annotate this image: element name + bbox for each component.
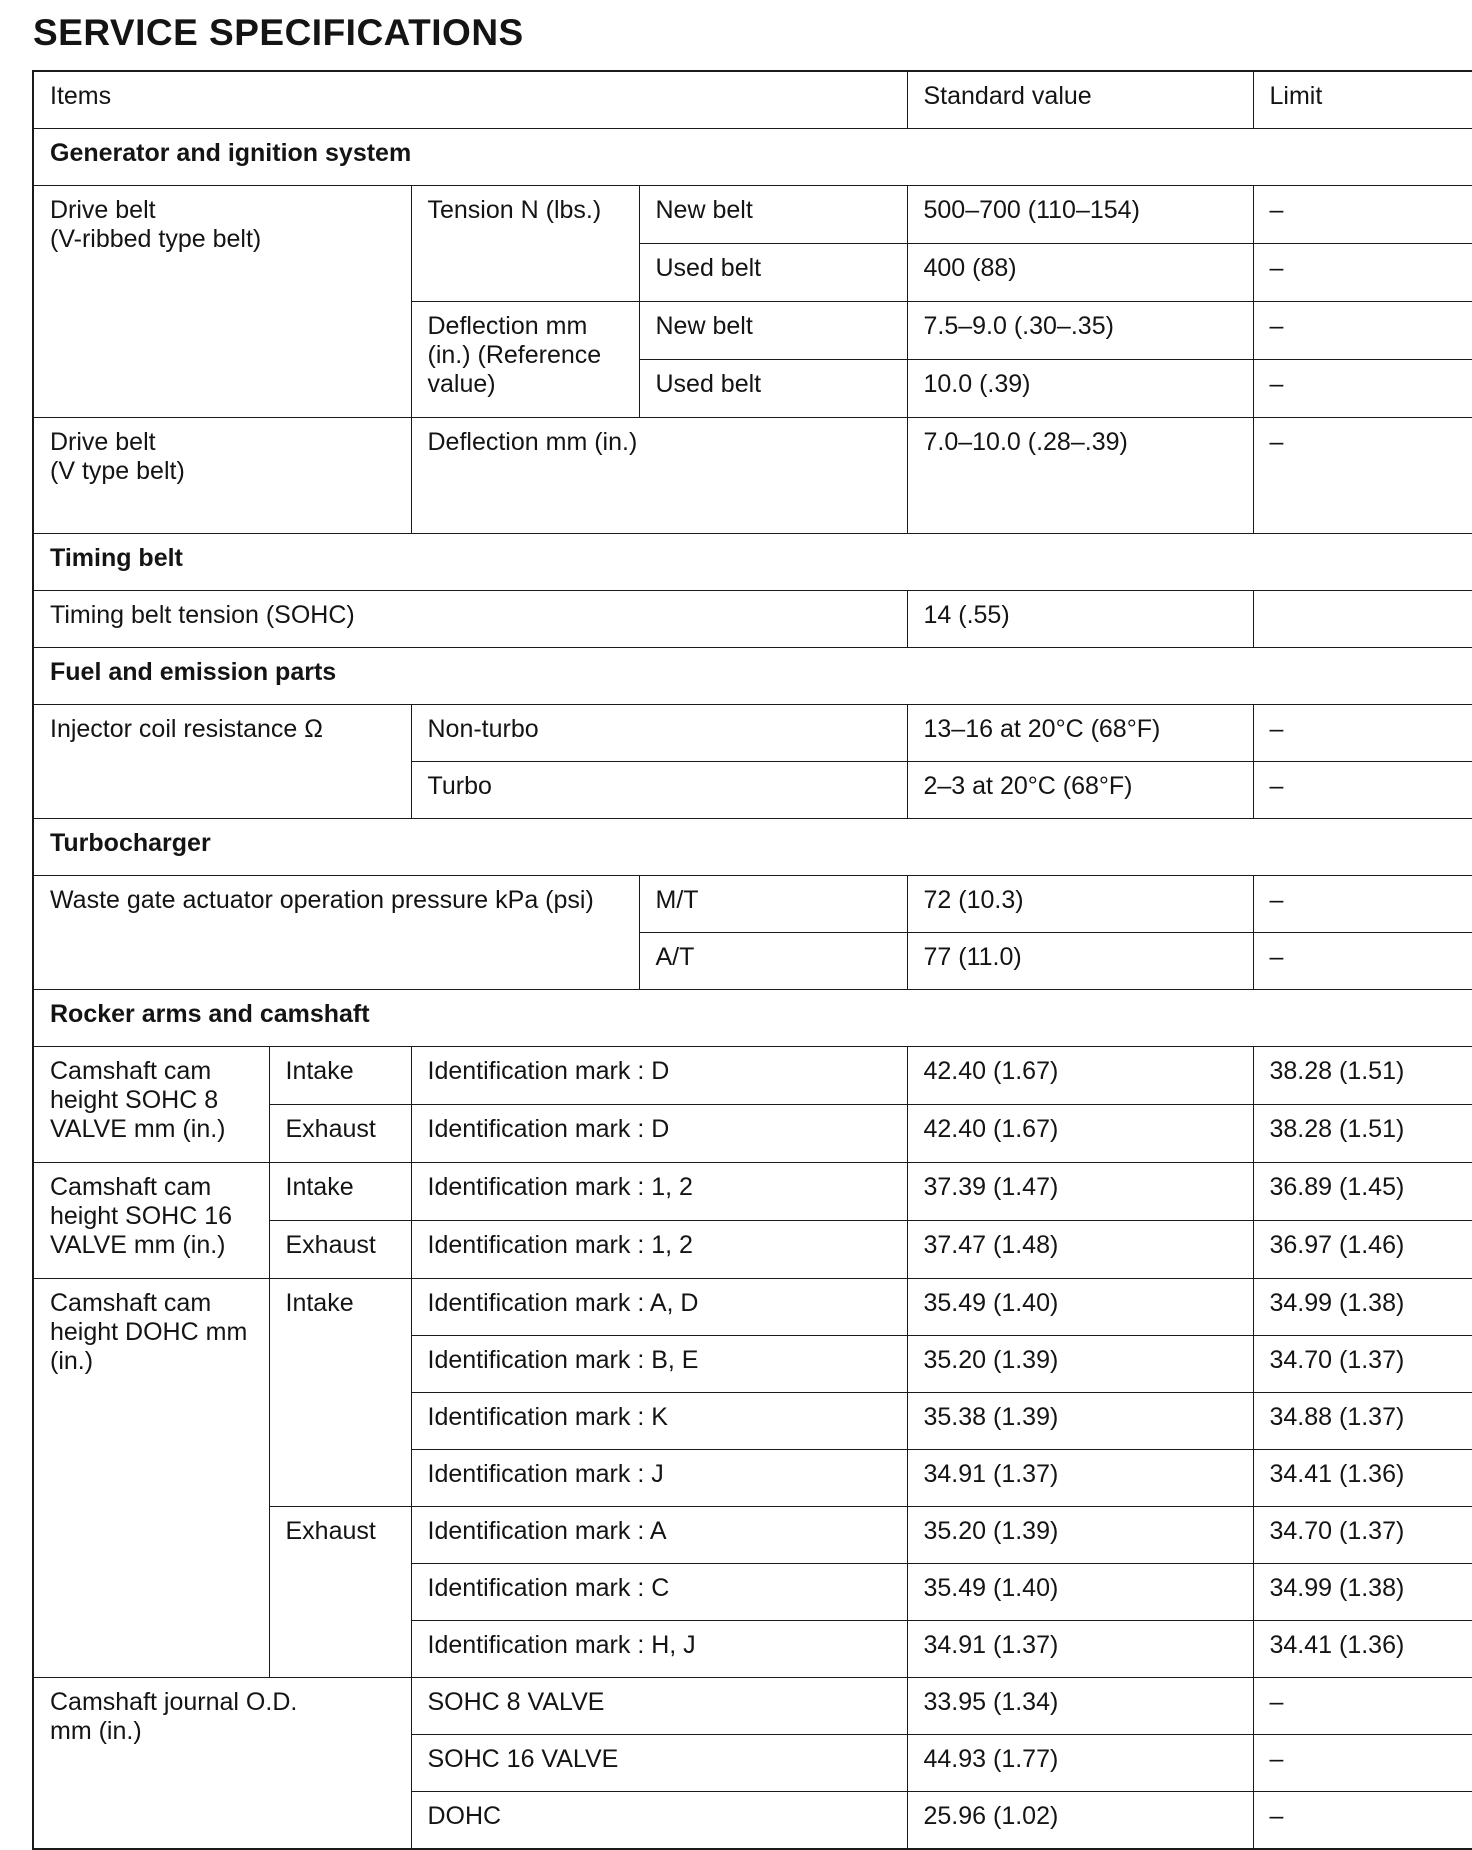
item-cam-height-dohc: Camshaft cam height DOHC mm (in.): [33, 1279, 269, 1678]
limit-value: 38.28 (1.51): [1253, 1047, 1472, 1105]
limit-value: –: [1253, 1678, 1472, 1735]
limit-value: 36.97 (1.46): [1253, 1221, 1472, 1279]
limit-value: 34.99 (1.38): [1253, 1279, 1472, 1336]
table-row: [33, 418, 1472, 534]
standard-value: 7.5–9.0 (.30–.35): [907, 302, 1253, 360]
identification-mark: Identification mark : 1, 2: [411, 1221, 907, 1279]
cam-type-label: Intake: [269, 1047, 411, 1105]
cam-type-label: Exhaust: [269, 1221, 411, 1279]
table-row: [33, 1163, 1472, 1221]
sub-label: M/T: [639, 876, 907, 933]
table-row: [33, 591, 1472, 648]
table-row: [33, 705, 1472, 762]
limit-value: –: [1253, 302, 1472, 360]
identification-mark: Identification mark : J: [411, 1450, 907, 1507]
param-deflection: Deflection mm (in.) (Reference value): [411, 302, 639, 418]
item-drive-belt-vribbed: Drive belt (V-ribbed type belt): [33, 186, 411, 418]
limit-value: 38.28 (1.51): [1253, 1105, 1472, 1163]
table-row: [33, 876, 1472, 933]
item-injector-coil-resistance: Injector coil resistance Ω: [33, 705, 411, 819]
section-timing-belt: Timing belt: [33, 534, 1472, 591]
section-generator: Generator and ignition system: [33, 129, 1472, 186]
limit-value: 34.41 (1.36): [1253, 1621, 1472, 1678]
section-fuel-emission: Fuel and emission parts: [33, 648, 1472, 705]
sub-label: A/T: [639, 933, 907, 990]
limit-value: –: [1253, 762, 1472, 819]
standard-value: 7.0–10.0 (.28–.39): [907, 418, 1253, 534]
header-items: Items: [33, 71, 907, 129]
table-row: [33, 1279, 1472, 1336]
sub-label: Used belt: [639, 360, 907, 418]
standard-value: 72 (10.3): [907, 876, 1253, 933]
sub-label: New belt: [639, 186, 907, 244]
standard-value: 13–16 at 20°C (68°F): [907, 705, 1253, 762]
identification-mark: Identification mark : H, J: [411, 1621, 907, 1678]
item-cam-height-sohc16: Camshaft cam height SOHC 16 VALVE mm (in.): [33, 1163, 269, 1279]
item-waste-gate-pressure: Waste gate actuator operation pressure kPa (psi): [33, 876, 639, 990]
identification-mark: Identification mark : D: [411, 1105, 907, 1163]
section-row: [33, 534, 1472, 591]
item-cam-height-sohc8: Camshaft cam height SOHC 8 VALVE mm (in.): [33, 1047, 269, 1163]
table-row: [33, 1678, 1472, 1735]
standard-value: 42.40 (1.67): [907, 1105, 1253, 1163]
standard-value: 44.93 (1.77): [907, 1735, 1253, 1792]
cam-type-label: Intake: [269, 1279, 411, 1507]
standard-value: 34.91 (1.37): [907, 1450, 1253, 1507]
limit-value: –: [1253, 1792, 1472, 1850]
limit-value: 34.88 (1.37): [1253, 1393, 1472, 1450]
limit-value: –: [1253, 1735, 1472, 1792]
limit-value: –: [1253, 933, 1472, 990]
standard-value: 42.40 (1.67): [907, 1047, 1253, 1105]
limit-value: 36.89 (1.45): [1253, 1163, 1472, 1221]
standard-value: 2–3 at 20°C (68°F): [907, 762, 1253, 819]
param-deflection: Deflection mm (in.): [411, 418, 907, 534]
standard-value: 35.49 (1.40): [907, 1279, 1253, 1336]
standard-value: 25.96 (1.02): [907, 1792, 1253, 1850]
standard-value: 35.20 (1.39): [907, 1507, 1253, 1564]
identification-mark: Identification mark : 1, 2: [411, 1163, 907, 1221]
sub-label: SOHC 8 VALVE: [411, 1678, 907, 1735]
section-row: [33, 648, 1472, 705]
param-tension: Tension N (lbs.): [411, 186, 639, 302]
cam-type-label: Exhaust: [269, 1105, 411, 1163]
service-spec-table: [32, 70, 1472, 1850]
standard-value: 77 (11.0): [907, 933, 1253, 990]
identification-mark: Identification mark : D: [411, 1047, 907, 1105]
standard-value: 35.49 (1.40): [907, 1564, 1253, 1621]
section-turbocharger: Turbocharger: [33, 819, 1472, 876]
header-limit: Limit: [1253, 71, 1472, 129]
section-row: [33, 819, 1472, 876]
item-timing-belt-tension: Timing belt tension (SOHC): [33, 591, 907, 648]
limit-value: –: [1253, 705, 1472, 762]
page-title: SERVICE SPECIFICATIONS: [33, 12, 524, 53]
table-row: [33, 1047, 1472, 1105]
standard-value: 400 (88): [907, 244, 1253, 302]
cam-type-label: Exhaust: [269, 1507, 411, 1678]
standard-value: 10.0 (.39): [907, 360, 1253, 418]
identification-mark: Identification mark : A: [411, 1507, 907, 1564]
standard-value: 37.47 (1.48): [907, 1221, 1253, 1279]
sub-label: Used belt: [639, 244, 907, 302]
identification-mark: Identification mark : C: [411, 1564, 907, 1621]
limit-value: 34.70 (1.37): [1253, 1336, 1472, 1393]
identification-mark: Identification mark : K: [411, 1393, 907, 1450]
identification-mark: Identification mark : B, E: [411, 1336, 907, 1393]
limit-value: –: [1253, 244, 1472, 302]
limit-value: [1253, 591, 1472, 648]
standard-value: 34.91 (1.37): [907, 1621, 1253, 1678]
cam-type-label: Intake: [269, 1163, 411, 1221]
item-camshaft-journal-od: Camshaft journal O.D. mm (in.): [33, 1678, 411, 1850]
section-row: [33, 990, 1472, 1047]
standard-value: 35.38 (1.39): [907, 1393, 1253, 1450]
standard-value: 14 (.55): [907, 591, 1253, 648]
table-row: [33, 186, 1472, 244]
standard-value: 33.95 (1.34): [907, 1678, 1253, 1735]
identification-mark: Identification mark : A, D: [411, 1279, 907, 1336]
limit-value: 34.99 (1.38): [1253, 1564, 1472, 1621]
header-standard-value: Standard value: [907, 71, 1253, 129]
standard-value: 35.20 (1.39): [907, 1336, 1253, 1393]
sub-label: Non-turbo: [411, 705, 907, 762]
header-row: [33, 71, 1472, 129]
limit-value: 34.41 (1.36): [1253, 1450, 1472, 1507]
sub-label: Turbo: [411, 762, 907, 819]
limit-value: –: [1253, 360, 1472, 418]
standard-value: 500–700 (110–154): [907, 186, 1253, 244]
section-rocker-arms-camshaft: Rocker arms and camshaft: [33, 990, 1472, 1047]
limit-value: –: [1253, 876, 1472, 933]
limit-value: 34.70 (1.37): [1253, 1507, 1472, 1564]
section-row: [33, 129, 1472, 186]
sub-label: New belt: [639, 302, 907, 360]
item-drive-belt-vtype: Drive belt (V type belt): [33, 418, 411, 534]
limit-value: –: [1253, 418, 1472, 534]
limit-value: –: [1253, 186, 1472, 244]
sub-label: SOHC 16 VALVE: [411, 1735, 907, 1792]
sub-label: DOHC: [411, 1792, 907, 1850]
standard-value: 37.39 (1.47): [907, 1163, 1253, 1221]
